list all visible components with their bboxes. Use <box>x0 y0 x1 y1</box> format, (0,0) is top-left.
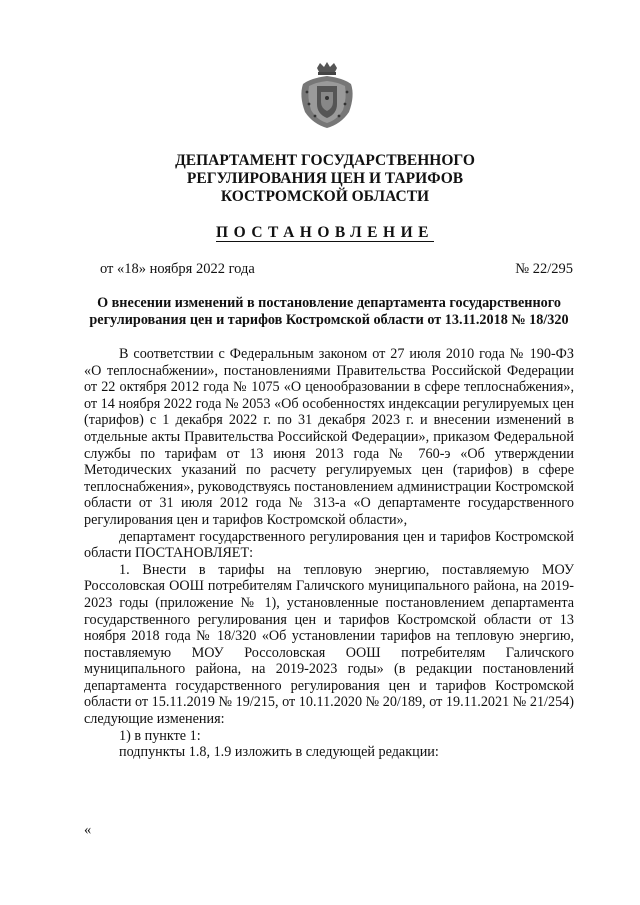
org-line-2: РЕГУЛИРОВАНИЯ ЦЕН И ТАРИФОВ <box>186 170 464 187</box>
document-type-label: ПОСТАНОВЛЕНИЕ <box>216 224 434 241</box>
opening-quote-mark: « <box>84 822 92 838</box>
org-line-3: КОСТРОМСКОЙ ОБЛАСТИ <box>220 188 430 205</box>
paragraph-subitems-edit: подпункты 1.8, 1.9 изложить в следующей редакции: <box>119 744 439 761</box>
paragraph-subitem-1: 1) в пункте 1: <box>119 727 201 744</box>
document-body <box>84 346 574 761</box>
paragraph-item-1: 1. Внести в тарифы на тепловую энергию, поставляемую МОУ Россоловская ООШ потребителям Галичского муниципального района, на 2019-2023 годы (приложение № 1), установленные постановлением департамента государственного регулирования цен и тарифов Костромской области от 13 ноября 2018 года № 18/320 «Об установлении тарифов на тепловую энергию, поставляемую МОУ Россоловская ООШ потребителям Галичского муниципального района, на 2019-2023 годы» (в редакции постановлений департамента государственного регулирования цен и тарифов Костромской области от 15.11.2019 № 19/215, от 10.11.2020 № 20/189, от 19.11.2021 № 21/254) следующие изменения: <box>84 561 574 728</box>
coat-of-arms-icon <box>295 62 359 130</box>
document-date: от «18» ноября 2022 года <box>100 261 255 277</box>
document-subject <box>84 295 574 329</box>
org-line-1: ДЕПАРТАМЕНТ ГОСУДАРСТВЕННОГО <box>175 152 475 169</box>
paragraph-preamble: В соответствии с Федеральным законом от 27 июля 2010 года № 190-ФЗ «О теплоснабжении», постановлениями Правительства Российской Федерации от 22 октября 2012 года № 1075 «О ценообразовании в сфере теплоснабжения», от 14 ноября 2022 года № 2053 «Об особенностях индексации регулируемых цен (тарифов) с 1 декабря 2022 г. по 31 декабря 2023 г. и внесении изменений в отдельные акты Правительства Российской Федерации», приказом Федеральной службы по тарифам от 13 июня 2013 года № 760-э «Об утверждении Методических указаний по расчету регулируемых цен (тарифов) в сфере теплоснабжения», руководствуясь постановлением администрации Костромской области от 31 июля 2012 года № 313-а «О департаменте государственного регулирования цен и тарифов Костромской области», <box>84 346 574 528</box>
document-number: № 22/295 <box>515 261 573 277</box>
subject-line-1: О внесении изменений в постановление департамента государственного <box>97 295 561 311</box>
organization-name <box>120 152 530 206</box>
paragraph-resolves: департамент государственного регулирования цен и тарифов Костромской области ПОСТАНОВЛЯЕТ: <box>84 528 574 562</box>
subject-line-2: регулирования цен и тарифов Костромской области от 13.11.2018 № 18/320 <box>89 312 569 328</box>
document-type <box>120 224 530 242</box>
